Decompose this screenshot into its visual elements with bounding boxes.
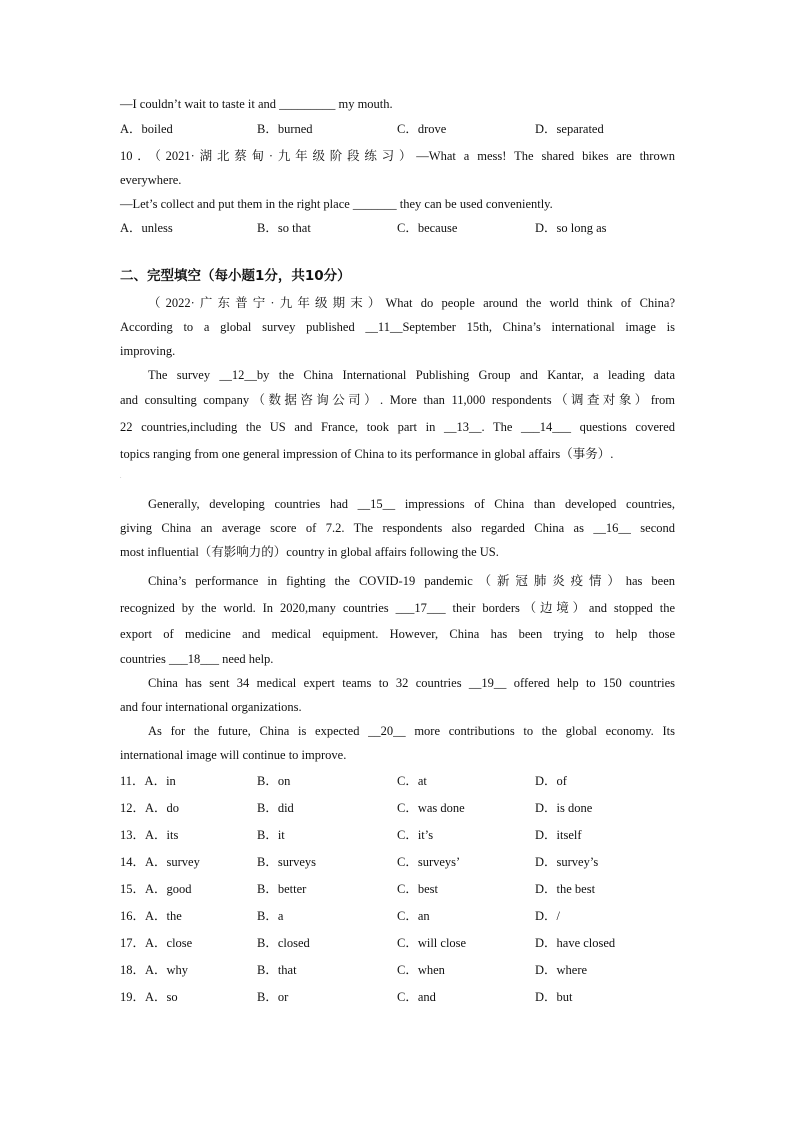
passage-line: recognized by the world. In 2020,many countries ___17___ their borders（边境）and stopped the xyxy=(120,601,675,615)
passage-paragraph-2 xyxy=(120,363,675,468)
passage-paragraph-1 xyxy=(120,291,675,363)
passage-line: most influential（有影响力的）country in global affairs following the US. xyxy=(120,545,499,559)
passage-line: 22 countries,including the US and France, took part in __13__. The ___14___ questions covered xyxy=(120,420,675,434)
question-row-15 xyxy=(120,876,675,903)
option-a: 11．A．in xyxy=(120,774,176,788)
option-d: D．the best xyxy=(535,882,596,896)
q9-option-c: C．drove xyxy=(397,122,447,136)
q9-line: —I couldn’t wait to taste it and _________ my mouth. xyxy=(120,97,393,111)
option-c: C．it’s xyxy=(397,828,434,842)
option-d: D．of xyxy=(535,774,567,788)
q10-stem-line2: everywhere. xyxy=(120,173,182,187)
passage-line: China’s performance in fighting the COVID-19 pandemic（新冠肺炎疫情）has been xyxy=(148,574,675,588)
q10-option-d: D．so long as xyxy=(535,221,607,235)
option-c: C．an xyxy=(397,909,430,923)
passage-paragraph-5 xyxy=(120,671,675,719)
option-b: B．closed xyxy=(257,936,310,950)
q10-stem-line1: 10．（2021·湖北蔡甸·九年级阶段练习）—What a mess! The shared bikes are thrown xyxy=(120,149,675,163)
option-d: D．is done xyxy=(535,801,593,815)
option-a: 12．A．do xyxy=(120,801,180,815)
q10-option-a: A．unless xyxy=(120,221,173,235)
option-b: B．did xyxy=(257,801,294,815)
question-row-12 xyxy=(120,795,675,822)
option-d: D．have closed xyxy=(535,936,616,950)
option-d: D．itself xyxy=(535,828,582,842)
option-b: B．a xyxy=(257,909,284,923)
passage-line: The survey __12__by the China International Publishing Group and Kantar, a leading data xyxy=(148,368,675,382)
option-d: D．/ xyxy=(535,909,561,923)
stray-dot: . xyxy=(120,474,122,480)
option-b: B．or xyxy=(257,990,289,1004)
section2-title: 二、完型填空（每小题1分，共10分） xyxy=(120,268,351,284)
question-row-17 xyxy=(120,930,675,957)
option-b: B．surveys xyxy=(257,855,317,869)
option-c: C．at xyxy=(397,774,427,788)
question-row-13 xyxy=(120,822,675,849)
option-d: D．but xyxy=(535,990,573,1004)
passage-line: topics ranging from one general impression of China to its performance in global affairs（事务）. xyxy=(120,447,614,461)
q9-options xyxy=(120,117,675,142)
question-row-16 xyxy=(120,903,675,930)
option-c: C．surveys’ xyxy=(397,855,461,869)
option-c: C．will close xyxy=(397,936,467,950)
q10-option-b: B．so that xyxy=(257,221,311,235)
option-a: 19．A．so xyxy=(120,990,178,1004)
passage-line: China has sent 34 medical expert teams to 32 countries __19__ offered help to 150 countries xyxy=(148,676,675,690)
passage-line: and consulting company（数据咨询公司）. More than 11,000 respondents（调查对象）from xyxy=(120,393,675,407)
question-row-11 xyxy=(120,768,675,795)
passage-line: improving. xyxy=(120,344,176,358)
option-c: C．and xyxy=(397,990,436,1004)
passage-line: export of medicine and medical equipment. However, China has been trying to help those xyxy=(120,627,675,641)
option-a: 17．A．close xyxy=(120,936,193,950)
option-b: B．it xyxy=(257,828,285,842)
passage-line: （2022·广东普宁·九年级期末）What do people around the world think of China? xyxy=(148,296,675,310)
option-a: 14．A．survey xyxy=(120,855,200,869)
q9-option-a: A．boiled xyxy=(120,122,173,136)
passage-paragraph-3 xyxy=(120,492,675,564)
option-d: D．where xyxy=(535,963,588,977)
passage-line: According to a global survey published __11__September 15th, China’s international image is xyxy=(120,320,675,334)
passage-line: giving China an average score of 7.2. The respondents also regarded China as __16__ second xyxy=(120,521,675,535)
option-b: B．on xyxy=(257,774,291,788)
q9-option-b: B．burned xyxy=(257,122,313,136)
option-a: 18．A．why xyxy=(120,963,189,977)
passage-line: international image will continue to improve. xyxy=(120,748,347,762)
passage-line: countries ___18___ need help. xyxy=(120,652,274,666)
q10-options xyxy=(120,216,675,241)
question-row-14 xyxy=(120,849,675,876)
option-b: B．that xyxy=(257,963,297,977)
page-content xyxy=(120,92,675,1011)
q10-option-c: C．because xyxy=(397,221,458,235)
option-b: B．better xyxy=(257,882,307,896)
passage-line: and four international organizations. xyxy=(120,700,302,714)
option-a: 16．A．the xyxy=(120,909,182,923)
q10-stem-line3: —Let’s collect and put them in the right place _______ they can be used conveniently. xyxy=(120,197,553,211)
passage-paragraph-6 xyxy=(120,719,675,767)
passage-line: As for the future, China is expected __20__ more contributions to the global economy. Its xyxy=(148,724,675,738)
option-c: C．was done xyxy=(397,801,465,815)
option-c: C．best xyxy=(397,882,438,896)
q9-option-d: D．separated xyxy=(535,122,604,136)
option-a: 13．A．its xyxy=(120,828,179,842)
passage-line: Generally, developing countries had __15__ impressions of China than developed countries, xyxy=(148,497,675,511)
passage-paragraph-4 xyxy=(120,568,675,671)
option-a: 15．A．good xyxy=(120,882,192,896)
option-d: D．survey’s xyxy=(535,855,599,869)
question-row-19 xyxy=(120,984,675,1011)
option-c: C．when xyxy=(397,963,445,977)
question-row-18 xyxy=(120,957,675,984)
answer-options-list xyxy=(120,768,675,1011)
